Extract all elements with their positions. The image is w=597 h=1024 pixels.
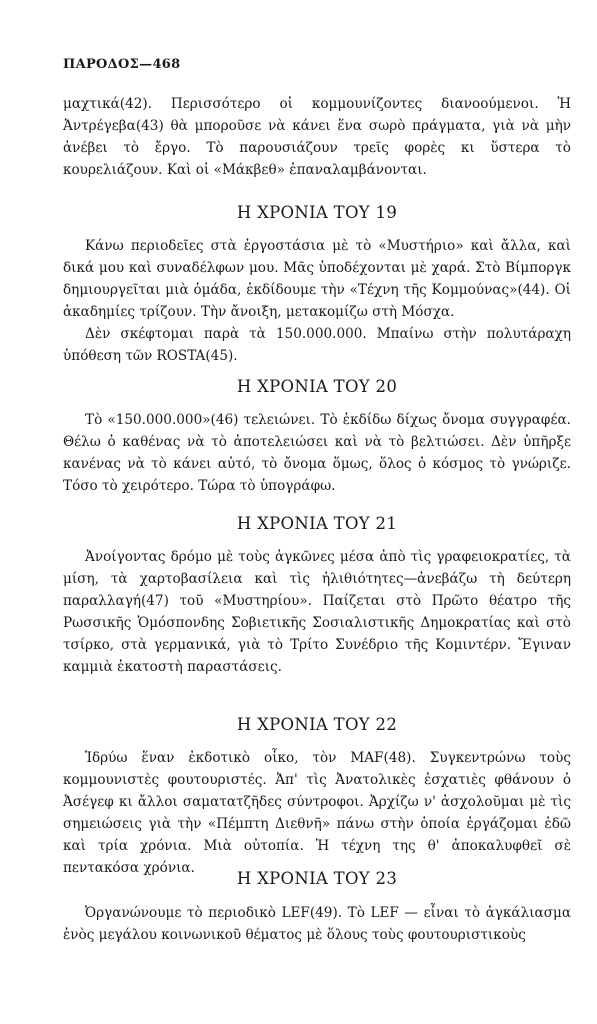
section-heading: Η ΧΡΟΝΙΑ ΤΟΥ 23 — [236, 869, 398, 888]
paragraph: Κάνω περιοδεῖες στὰ ἐργοστάσια μὲ τὸ «Μυστήριο» καὶ ἄλλα, καὶ δικά μου καὶ συναδέλφων μου. Μᾶς ὑποδέχονται μὲ χαρά. Στὸ Βίμποργκ δημιουργεῖται μιὰ ὁμάδα, ἐκδίδουμε τὴν «Τέχνη τῆς Κομμούνας»(44). Οἱ ἀκαδημίες τρίζουν. Τὴν ἄνοιξη, μετακομίζω στὴ Μόσχα. — [63, 238, 571, 320]
section-body — [63, 747, 571, 879]
paragraph: μαχτικά(42). Περισσότερο οἱ κομμουνίζοντες διανοούμενοι. Ἡ Ἀντρέγεβα(43) θὰ μποροῦσε νὰ κάνει ἕνα σωρὸ πράγματα, γιὰ νὰ μὴν ἀνέβει τὸ ἔργο. Τὸ παρουσιάζουν τρεῖς φορὲς κι ὕστερα τὸ κουρελιάζουν. Καὶ οἱ «Μάκβεθ» ἐπαναλαμβάνονται. — [63, 96, 571, 178]
section-heading: Η ΧΡΟΝΙΑ ΤΟΥ 19 — [236, 203, 398, 222]
section-body — [63, 409, 571, 497]
paragraph: Ἀνοίγοντας δρόμο μὲ τοὺς ἀγκῶνες μέσα ἀπὸ τὶς γραφειοκρατίες, τὰ μίση, τὰ χαρτοβασίλεια καὶ τὶς ἠλιθιότητες—ἀνεβάζω τὴ δεύτερη παραλλαγή(47) τοῦ «Μυστηρίου». Παίζεται στὸ Πρῶτο θέατρο τῆς Ρωσσικῆς Ὁμόσπονδης Σοβιετικῆς Σοσιαλιστικῆς Δημοκρατίας καὶ στὸ τσίρκο, στὰ γερμανικά, γιὰ τὸ Τρίτο Συνέδριο τῆς Κομιντέρν. Ἔγιναν καμμιὰ ἑκατοστὴ παραστάσεις. — [63, 549, 571, 675]
paragraph: Δὲν σκέφτομαι παρὰ τὰ 150.000.000. Μπαίνω στὴν πολυτάραχη ὑπόθεση τῶν ROSTA(45). — [63, 326, 571, 364]
section-heading: Η ΧΡΟΝΙΑ ΤΟΥ 22 — [236, 715, 398, 734]
intro-text-block — [63, 93, 571, 181]
paragraph: Τὸ «150.000.000»(46) τελειώνει. Τὸ ἐκδίδω δίχως ὄνομα συγγραφέα. Θέλω ὁ καθένας νὰ τὸ ἀποτελειώσει καὶ νὰ τὸ βελτιώσει. Δὲν ὑπῆρξε κανένας νὰ τὸ κάνει αὐτό, τὸ ὄνομα ὅμως, ὅλος ὁ κόσμος τὸ γνώριζε. Τόσο τὸ χειρότερο. Τώρα τὸ ὑπογράφω. — [63, 412, 571, 494]
section-body — [63, 902, 571, 946]
paragraph: Ἱδρύω ἕναν ἐκδοτικὸ οἶκο, τὸν MAF(48). Συγκεντρώνω τοὺς κομμουνιστὲς φουτουριστές. Ἀπ' τὶς Ἀνατολικὲς ἐσχατιὲς φθάνουν ὁ Ἀσέγεφ κι ἄλλοι σαματατζῆδες σύντροφοι. Ἀρχίζω ν' ἀσχολοῦμαι μὲ τὶς σημειώσεις γιὰ τὴν «Πέμπτη Διεθνῆ» πάνω στὴν ὁποία ἐργάζομαι ἐδῶ καὶ τρία χρόνια. Μιὰ οὐτοπία. Ἡ τέχνη της θ' ἀποκαλυφθεῖ σὲ πεντακόσα χρόνια. — [63, 750, 571, 876]
paragraph: Ὀργανώνουμε τὸ περιοδικὸ LEF(49). Τὸ LEF — εἶναι τὸ ἀγκάλιασμα ἑνὸς μεγάλου κοινωνικοῦ θέματος μὲ ὅλους τοὺς φουτουριστικοὺς — [63, 905, 571, 943]
section-body — [63, 546, 571, 678]
running-head: ΠΑΡΟΔΟΣ—468 — [63, 57, 181, 72]
section-body — [63, 235, 571, 367]
section-heading: Η ΧΡΟΝΙΑ ΤΟΥ 21 — [236, 514, 398, 533]
section-heading: Η ΧΡΟΝΙΑ ΤΟΥ 20 — [236, 377, 398, 396]
